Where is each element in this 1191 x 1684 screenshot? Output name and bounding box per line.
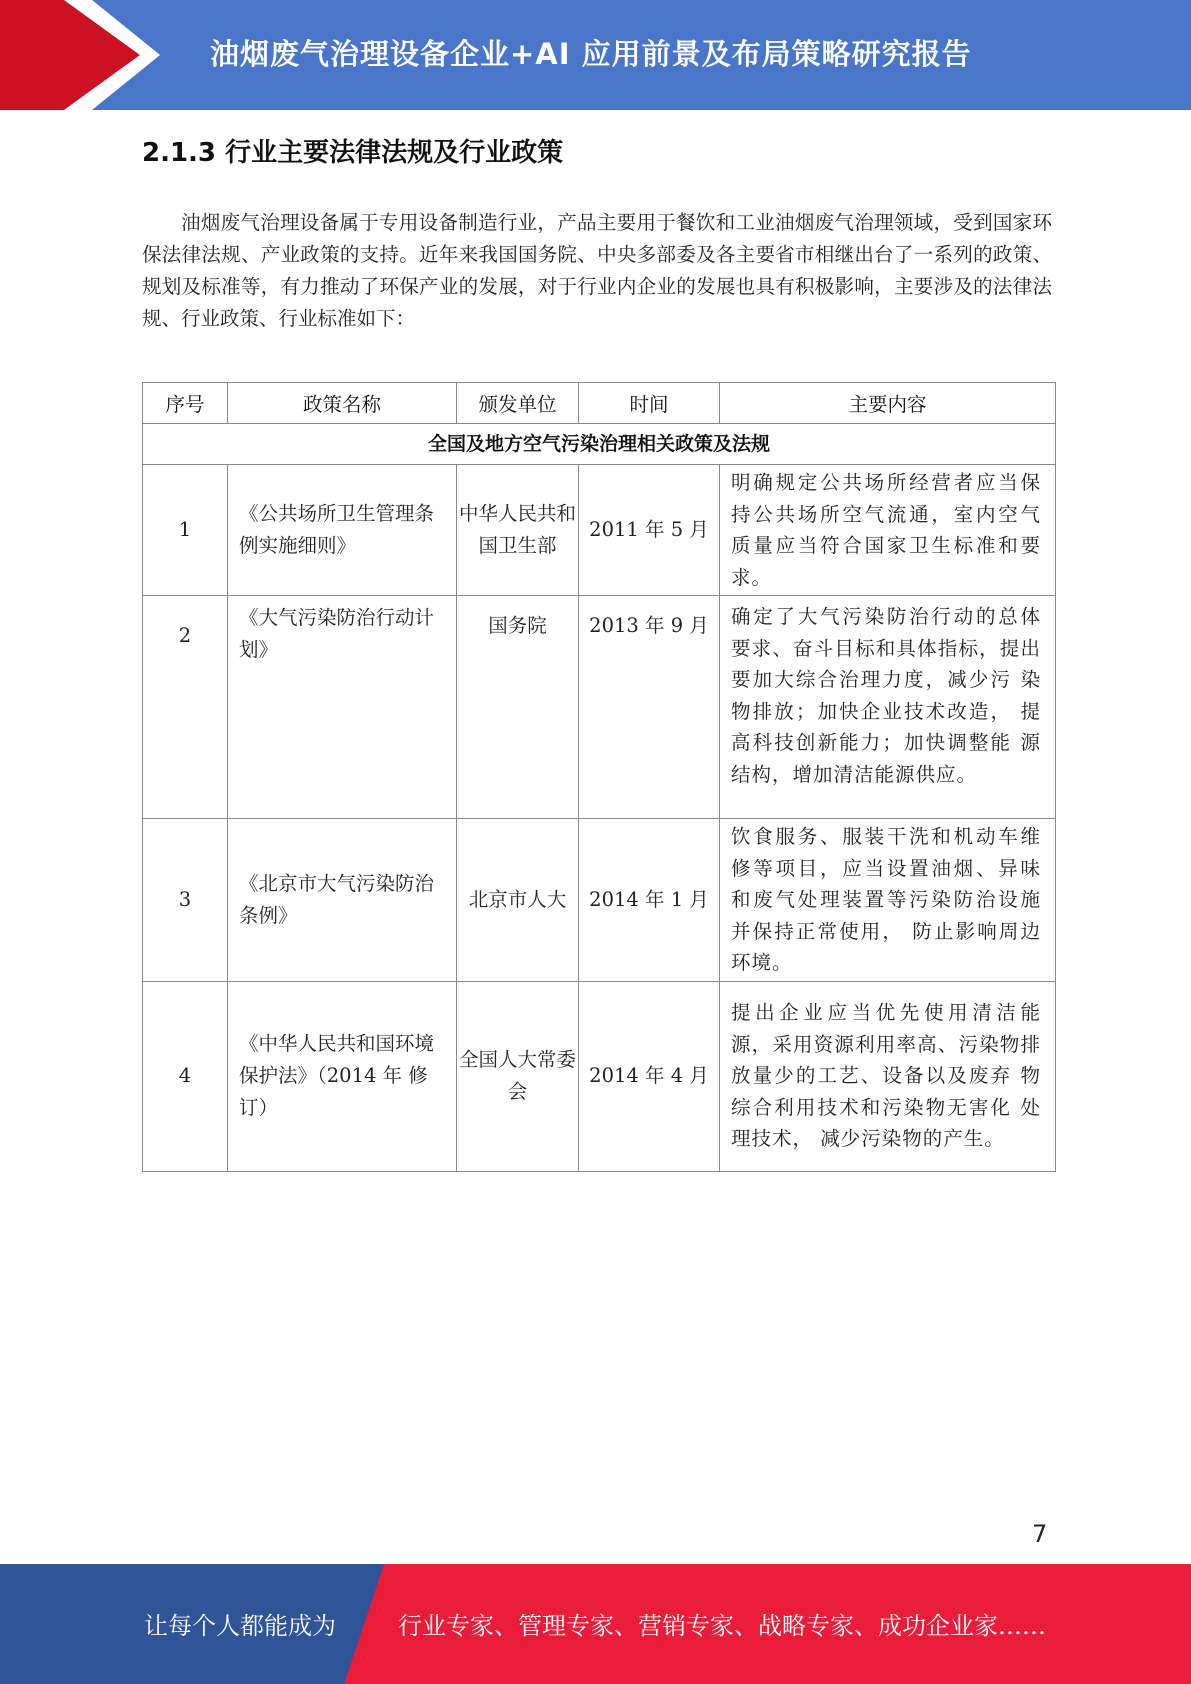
category-title: 全国及地方空气污染治理相关政策及法规 bbox=[143, 424, 1056, 465]
policy-table bbox=[142, 382, 1056, 1172]
row-content: 明确规定公共场所经营者应当保 持公共场所空气流通，室内空气 质量应当符合国家卫生标准和要 求。 bbox=[720, 465, 1056, 596]
row-content: 提出企业应当优先使用清洁能 源，采用资源利用率高、污染物排放量少的工艺、设备以及废弃 物综合利用技术和污染物无害化 处理技术， 减少污染物的产生。 bbox=[720, 981, 1056, 1171]
row-policy-name: 《中华人民共和国环境保护法》（2014 年 修订） bbox=[228, 981, 457, 1171]
header-issuer: 颁发单位 bbox=[457, 383, 579, 424]
section-heading: 2.1.3 行业主要法律法规及行业政策 bbox=[142, 138, 564, 168]
row-no: 3 bbox=[143, 819, 228, 982]
header-content: 主要内容 bbox=[720, 383, 1056, 424]
row-issuer: 国务院 bbox=[457, 596, 579, 819]
row-issuer: 全国人大常委会 bbox=[457, 981, 579, 1171]
row-policy-name: 《大气污染防治行动计划》 bbox=[228, 596, 457, 819]
intro-paragraph: 油烟废气治理设备属于专用设备制造行业，产品主要用于餐饮和工业油烟废气治理领域，受到国家环保法律法规、产业政策的支持。近年来我国国务院、中央多部委及各主要省市相继出台了一系列的政策、规划及标准等，有力推动了环保产业的发展，对于行业内企业的发展也具有积极影响，主要涉及的法律法规、行业政策、行业标准如下： bbox=[142, 211, 1052, 330]
table-row bbox=[143, 981, 1056, 1171]
header-no: 序号 bbox=[143, 383, 228, 424]
footer-slogan-right: 行业专家、管理专家、营销专家、战略专家、成功企业家…… bbox=[398, 1612, 1046, 1640]
row-no: 4 bbox=[143, 981, 228, 1171]
table-row bbox=[143, 596, 1056, 819]
row-policy-name: 《公共场所卫生管理条例实施细则》 bbox=[228, 465, 457, 596]
header-date: 时间 bbox=[579, 383, 720, 424]
category-row bbox=[143, 424, 1056, 465]
table-header-row bbox=[143, 383, 1056, 424]
footer-banner bbox=[0, 1564, 1191, 1684]
report-title: 油烟废气治理设备企业+AI 应用前景及布局策略研究报告 bbox=[210, 37, 972, 71]
table-row bbox=[143, 465, 1056, 596]
row-no: 2 bbox=[143, 596, 228, 819]
row-date: 2014 年 1 月 bbox=[579, 819, 720, 982]
header-banner bbox=[0, 0, 1191, 110]
page-number: 7 bbox=[1032, 1520, 1048, 1548]
row-issuer: 北京市人大 bbox=[457, 819, 579, 982]
row-date: 2014 年 4 月 bbox=[579, 981, 720, 1171]
footer-slogan-left: 让每个人都能成为 bbox=[144, 1612, 336, 1640]
row-policy-name: 《北京市大气污染防治条例》 bbox=[228, 819, 457, 982]
row-date: 2011 年 5 月 bbox=[579, 465, 720, 596]
row-content: 确定了大气污染防治行动的总体 要求、奋斗目标和具体指标，提出要加大综合治理力度，减少污 染物排放；加快企业技术改造， 提高科技创新能力；加快调整能 源结构，增加清洁能源供应。 bbox=[720, 596, 1056, 819]
header-policy-name: 政策名称 bbox=[228, 383, 457, 424]
row-content: 饮食服务、服装干洗和机动车维 修等项目，应当设置油烟、异味 和废气处理装置等污染防治设施 并保持正常使用， 防止影响周边 环境。 bbox=[720, 819, 1056, 982]
row-no: 1 bbox=[143, 465, 228, 596]
row-issuer: 中华人民共和国卫生部 bbox=[457, 465, 579, 596]
table-row bbox=[143, 819, 1056, 982]
row-date: 2013 年 9 月 bbox=[579, 596, 720, 819]
